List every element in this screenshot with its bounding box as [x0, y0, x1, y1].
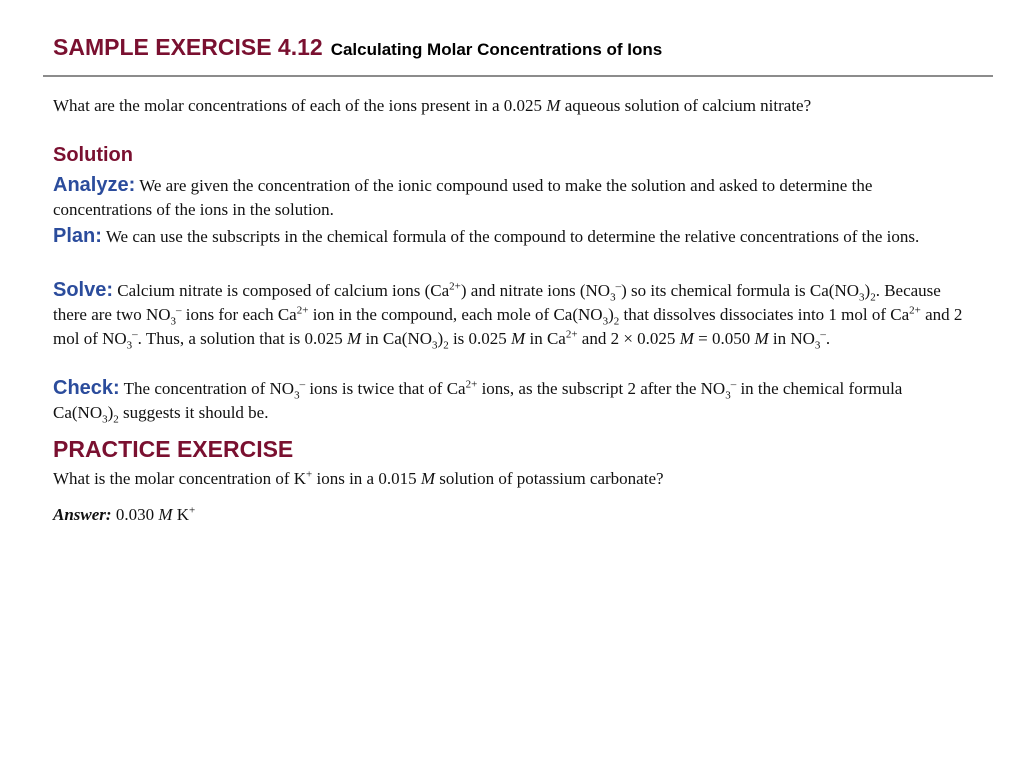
check-label: Check: [53, 377, 120, 399]
analyze-label: Analyze: [53, 174, 136, 196]
exercise-header [53, 34, 662, 61]
solve-label: Solve: [53, 279, 114, 301]
practice-answer: Answer: 0.030 M K+ [53, 504, 196, 524]
plan-label: Plan: [53, 225, 102, 247]
practice-question: What is the molar concentration of K+ ions in a 0.015 M solution of potassium carbonate? [53, 468, 664, 488]
analyze-paragraph: Analyze: We are given the concentration of the ionic compound used to make the solution and asked to determine the concentrations of the ions in the solution. [53, 174, 873, 219]
answer-label: Answer: [53, 505, 112, 524]
exercise-subtitle: Calculating Molar Concentrations of Ions [330, 40, 663, 59]
solve-paragraph: Solve: Calcium nitrate is composed of calcium ions $(Ca^{2+})$ and nitrate ions $(NO_3^-)$ so its chemical formula is $Ca(NO_3)_2$. Because there are two $NO_3^-$ ions for each $Ca^{2+}$ ion in the compound, each mole of $Ca(NO_3)_2$ that dissolves dissociates into 1 mol of $Ca^{2+}$ and 2 mol of $NO_3^-$. Thus, a solution that is 0.025 M in $Ca(NO_3)_2$ is 0.025 M in $Ca^{2+}$ and 2 × 0.025 M = 0.050 M in $NO_3^-$. [53, 279, 963, 352]
solution-heading: Solution [53, 144, 133, 166]
plan-paragraph: Plan: We can use the subscripts in the chemical formula of the compound to determine the relative concentrations of the ions. [53, 225, 920, 247]
exercise-title: SAMPLE EXERCISE 4.12 [53, 34, 323, 60]
check-paragraph: Check: The concentration of $NO_3^-$ ions is twice that of $Ca^{2+}$ ions, as the subscript 2 after the $NO_3^-$ in the chemical formula $Ca(NO_3)_2$ suggests it should be. [53, 377, 903, 426]
header-divider [43, 75, 993, 77]
practice-heading: PRACTICE EXERCISE [53, 436, 294, 462]
question-text: What are the molar concentrations of each of the ions present in a 0.025 M aqueous solution of calcium nitrate? [53, 96, 812, 115]
